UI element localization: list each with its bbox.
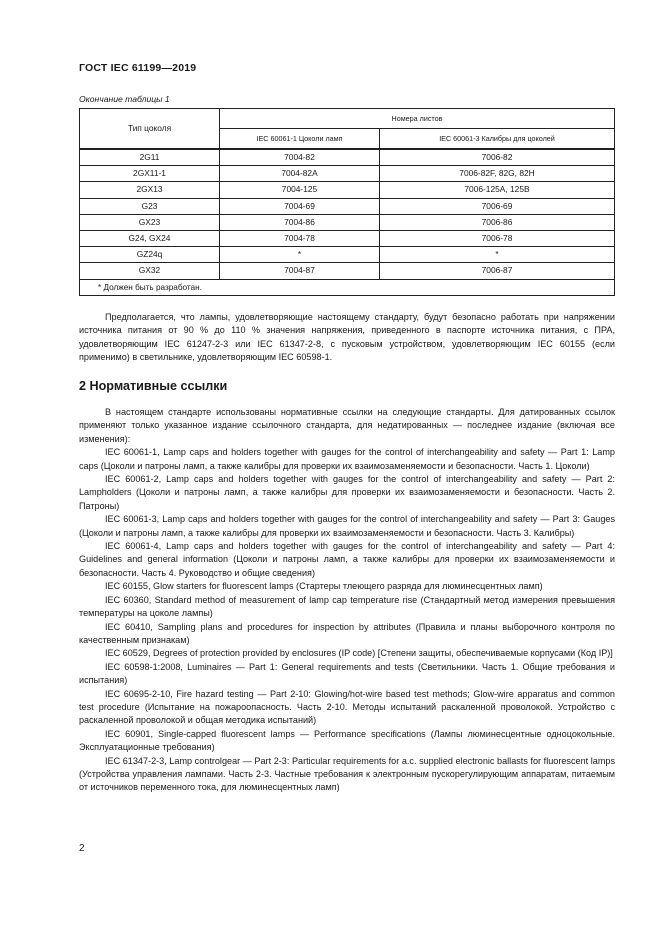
cell-gauges: 7006-86 (380, 214, 615, 230)
table-row (80, 182, 615, 198)
reference-paragraph: IEC 60695-2-10, Fire hazard testing — Part 2-10: Glowing/hot-wire based test methods; Glow-wire apparatus and common test procedure (Испытание на пожароопасность. Часть 2-10. Методы испытаний раскаленной проволокой. Устройство с раскаленной проволокой и общая методика испытаний) (79, 688, 615, 726)
reference-paragraph: IEC 60061-2, Lamp caps and holders together with gauges for the control of interchangeability and safety — Part 2: Lampholders (Цоколи и патроны ламп, а также калибры для проверки их взаимозаменяемости и безопасности. Часть 2. Патроны) (79, 474, 615, 511)
cell-lamp-caps: 7004-86 (220, 214, 380, 230)
table-caption: Окончание таблицы 1 (79, 94, 170, 104)
cell-cap-type: G23 (80, 198, 220, 214)
normative-references (79, 406, 615, 795)
document-header: ГОСТ IEC 61199—2019 (79, 62, 197, 74)
table-footnote-row (80, 279, 615, 295)
reference-paragraph: IEC 61347-2-3, Lamp controlgear — Part 2-3: Particular requirements for a.c. supplied electronic ballasts for fluorescent lamps (Устройства управления лампами. Часть 2-3. Частные требования к электронным пускорегулирующим аппаратам, питаемым от источников переменного тока, для люминесцентных ламп) (79, 755, 615, 793)
cell-gauges: 7006-82F, 82G, 82H (380, 166, 615, 182)
cell-lamp-caps: 7004-69 (220, 198, 380, 214)
reference-paragraph: IEC 60529, Degrees of protection provided by enclosures (IP code) [Степени защиты, обеспечиваемые корпусами (Код IP)] (105, 648, 613, 659)
table-row (80, 166, 615, 182)
cell-cap-type: GX32 (80, 263, 220, 279)
cell-gauges: 7006-125A, 125B (380, 182, 615, 198)
cell-lamp-caps: * (220, 247, 380, 263)
cell-gauges: 7006-82 (380, 149, 615, 166)
cell-lamp-caps: 7004-82A (220, 166, 380, 182)
cell-lamp-caps: 7004-82 (220, 149, 380, 166)
reference-paragraph: В настоящем стандарте использованы нормативные ссылки на следующие стандарты. Для датированных ссылок применяют только указанное издание ссылочного стандарта, для недатированных — последнее издание (включая все изменения): (79, 407, 615, 444)
table-row (80, 198, 615, 214)
table-row (80, 149, 615, 166)
reference-paragraph: IEC 60598-1:2008, Luminaires — Part 1: General requirements and tests (Светильники. Часть 1. Общие требования и испытания) (79, 661, 615, 686)
column-header-cap-type: Тип цоколя (80, 109, 220, 150)
cell-gauges: 7006-69 (380, 198, 615, 214)
column-header-gauges: IEC 60061-3 Калибры для цоколей (380, 129, 615, 150)
column-header-sheet-numbers: Номера листов (220, 109, 615, 129)
column-header-lamp-caps: IEC 60061-1 Цоколи ламп (220, 129, 380, 150)
reference-paragraph: IEC 60061-4, Lamp caps and holders together with gauges for the control of interchangeability and safety — Part 4: Guidelines and general information (Цоколи и патроны ламп, а также калибры для проверки их взаимозаменяемости и безопасности. Часть 4. Руководство и общие сведения) (79, 541, 615, 578)
cell-gauges: 7006-87 (380, 263, 615, 279)
page-number: 2 (79, 843, 85, 854)
reference-paragraph: IEC 60360, Standard method of measurement of lamp cap temperature rise (Стандартный метод измерения превышения температуры на цоколе лампы) (79, 594, 615, 619)
cell-cap-type: 2GX11-1 (80, 166, 220, 182)
intro-paragraph: Предполагается, что лампы, удовлетворяющие настоящему стандарту, будут безопасно работать при напряжении источника питания от 90 % до 110 % значения напряжения, приведенного в паспорте источника питания, с ПРА, удовлетворяющим IEC 61247-2-3 или IEC 61347-2-8, с пусковым устройством, удовлетворяющим IEC 60155 (если применимо) в светильнике, удовлетворяющим IEC 60598-1. (79, 312, 615, 363)
table-row (80, 214, 615, 230)
reference-paragraph: IEC 60901, Single-capped fluorescent lamps — Performance specifications (Лампы люминесцентные одноцокольные. Эксплуатационные требования) (79, 728, 615, 753)
reference-paragraph: IEC 60061-1, Lamp caps and holders together with gauges for the control of interchangeability and safety — Part 1: Lamp caps (Цоколи и патроны ламп, а также калибры для проверки их взаимозаменяемости и безопасности. Часть 1. Цоколи) (79, 447, 615, 471)
cell-cap-type: G24, GX24 (80, 231, 220, 247)
cell-lamp-caps: 7004-78 (220, 231, 380, 247)
cell-lamp-caps: 7004-87 (220, 263, 380, 279)
section-title: 2 Нормативные ссылки (79, 379, 228, 393)
reference-paragraph: IEC 60155, Glow starters for fluorescent lamps (Стартеры тлеющего разряда для люминесцентных ламп) (105, 581, 543, 592)
lamp-caps-table (79, 108, 615, 296)
cell-cap-type: 2GX13 (80, 182, 220, 198)
reference-paragraph: IEC 60410, Sampling plans and procedures for inspection by attributes (Правила и планы выборочного контроля по качественным признакам) (79, 621, 615, 645)
intro-paragraph-block (79, 311, 615, 365)
reference-paragraph: IEC 60061-3, Lamp caps and holders together with gauges for the control of interchangeability and safety — Part 3: Gauges (Цоколи и патроны ламп, а также калибры для проверки их взаимозаменяемости и безопасности. Часть 3. Калибры) (79, 514, 615, 538)
cell-gauges: * (380, 247, 615, 263)
cell-cap-type: GZ24q (80, 247, 220, 263)
cell-cap-type: 2G11 (80, 149, 220, 166)
cell-cap-type: GX23 (80, 214, 220, 230)
table-row (80, 231, 615, 247)
table-row (80, 247, 615, 263)
table-footnote: * Должен быть разработан. (80, 279, 615, 295)
cell-lamp-caps: 7004-125 (220, 182, 380, 198)
cell-gauges: 7006-78 (380, 231, 615, 247)
table-row (80, 263, 615, 279)
